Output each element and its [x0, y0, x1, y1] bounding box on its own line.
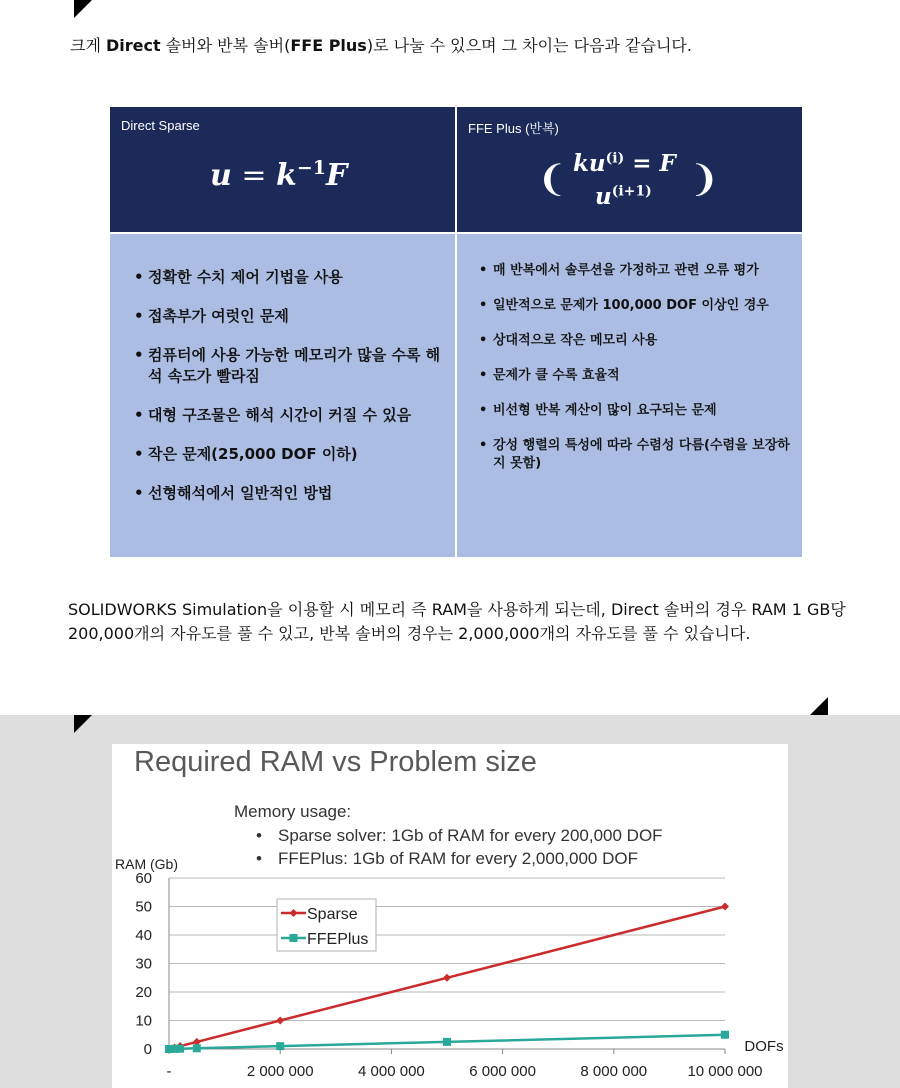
ffe-plus-header: [457, 107, 802, 232]
intro-text: 크게 Direct 솔버와 반복 솔버(FFE Plus)로 나눌 수 있으며 그 차이는 다음과 같습니다.: [70, 36, 692, 55]
legend-label: FFEPlus: [307, 931, 369, 948]
list-item: • 대형 구조물은 해석 시간이 커질 수 있음: [132, 405, 447, 426]
y-tick-label: 0: [143, 1041, 152, 1058]
x-tick-label: 4 000 000: [358, 1063, 425, 1080]
list-item: • 상대적으로 작은 메모리 사용: [477, 332, 792, 350]
ffe-plus-body: [457, 234, 802, 557]
cycle-arrow-right-icon: ❩: [689, 159, 720, 200]
list-item: • 강성 행렬의 특성에 따라 수렴성 다름(수렴을 보장하지 못함): [477, 437, 792, 473]
x-axis-label: DOFs: [744, 1038, 784, 1055]
ffe-formula-line1: $ku^{(i)} = F$: [573, 150, 676, 177]
chart-notes-title: Memory usage:: [234, 802, 352, 821]
ffe-bullet-list: [477, 262, 792, 490]
y-axis-label: RAM (Gb): [115, 856, 178, 872]
x-tick-label: -: [166, 1063, 172, 1080]
solver-comparison-table: [110, 107, 802, 557]
legend-label: Sparse: [307, 906, 358, 923]
direct-formula: $u = k^{-1}F$: [210, 157, 348, 193]
y-tick-label: 30: [135, 955, 152, 973]
chart-title: Required RAM vs Problem size: [134, 746, 537, 778]
direct-sparse-header: [110, 107, 455, 232]
chart-note-bullet: •: [256, 849, 262, 868]
legend-marker-ffeplus: [290, 934, 298, 942]
cycle-arrow-left-icon: ❨: [537, 159, 568, 200]
chart-note-bullet: •: [256, 826, 262, 845]
data-point-ffeplus: [276, 1042, 284, 1050]
y-tick-label: 20: [135, 984, 152, 1001]
corner-mark-top-left: [74, 0, 92, 18]
x-tick-label: 6 000 000: [469, 1063, 536, 1080]
x-tick-label: 10 000 000: [687, 1063, 763, 1080]
list-item: • 작은 문제(25,000 DOF 이하): [132, 444, 447, 465]
list-item: • 정확한 수치 제어 기법을 사용: [132, 267, 447, 288]
data-point-ffeplus: [443, 1038, 451, 1046]
list-item: • 문제가 클 수록 효율적: [477, 367, 792, 385]
x-tick-label: 2 000 000: [246, 1063, 314, 1080]
chart-section: [0, 715, 900, 1088]
list-item: • 컴퓨터에 사용 가능한 메모리가 많을 수록 해석 속도가 빨라짐: [132, 345, 447, 387]
data-point-ffeplus: [193, 1044, 201, 1052]
y-tick-label: 10: [135, 1012, 152, 1030]
data-point-ffeplus: [176, 1045, 184, 1053]
direct-bullet-list: [132, 267, 447, 522]
ram-explanation-paragraph: SOLIDWORKS Simulation을 이용할 시 메모리 즉 RAM을 사용하게 되는데, Direct 솔버의 경우 RAM 1 GB당 200,000개의 자유도를 풀 수 있고, 반복 솔버의 경우는 2,000,000개의 자유도를 풀 수 있습니다.: [68, 600, 846, 643]
y-tick-label: 60: [135, 870, 152, 887]
ffe-formula-line2: $u^{(i+1)}$: [595, 183, 652, 210]
chart-note: Sparse solver: 1Gb of RAM for every 200,000 DOF: [278, 826, 663, 845]
x-tick-label: 8 000 000: [580, 1063, 648, 1080]
direct-sparse-title: Direct Sparse: [121, 118, 200, 133]
direct-sparse-body: [110, 234, 455, 557]
ram-vs-problem-size-chart: [112, 744, 788, 1088]
list-item: • 매 반복에서 솔루션을 가정하고 관련 오류 평가: [477, 262, 792, 280]
y-tick-label: 50: [135, 898, 152, 916]
list-item: • 일반적으로 문제가 100,000 DOF 이상인 경우: [477, 297, 792, 315]
corner-mark-chart-right: [810, 697, 828, 715]
chart-panel: [112, 744, 788, 1088]
list-item: • 비선형 반복 계산이 많이 요구되는 문제: [477, 402, 792, 420]
data-point-ffeplus: [721, 1031, 729, 1039]
list-item: • 선형해석에서 일반적인 방법: [132, 483, 447, 504]
data-point-sparse: [276, 1017, 284, 1025]
list-item: • 접촉부가 여럿인 문제: [132, 306, 447, 327]
data-point-sparse: [443, 974, 451, 982]
chart-note: FFEPlus: 1Gb of RAM for every 2,000,000 DOF: [278, 849, 638, 868]
data-point-sparse: [721, 903, 729, 911]
y-tick-label: 40: [135, 927, 152, 944]
corner-mark-chart-left: [74, 715, 92, 733]
ffe-plus-title: FFE Plus (반복): [468, 121, 559, 136]
